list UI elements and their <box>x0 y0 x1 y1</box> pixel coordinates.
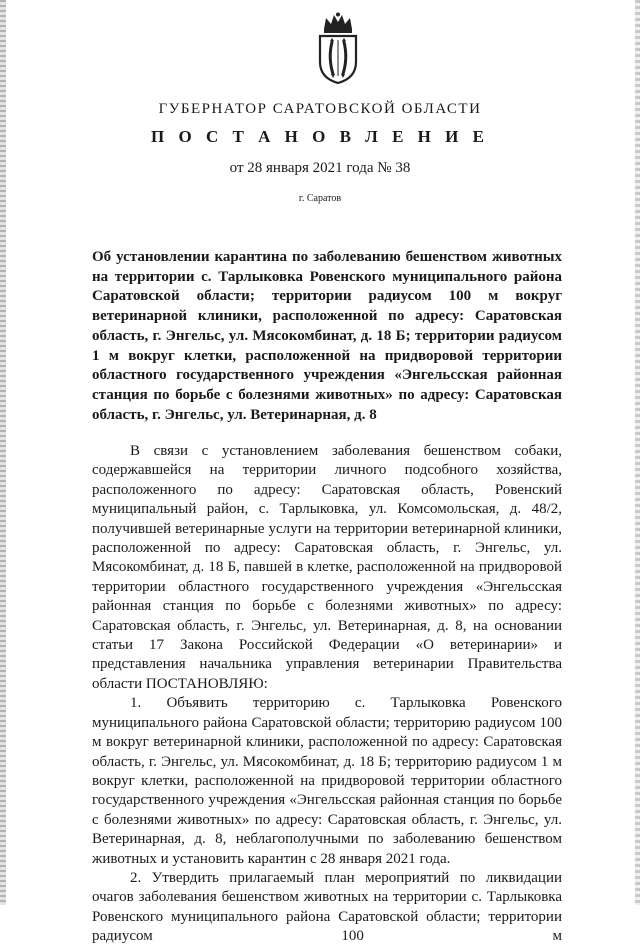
item-1-paragraph: 1. Объявить территорию с. Тарлыковка Ровенского муниципального района Саратовской области; территорию радиусом 100 м вокруг ветеринарной клиники, расположенной по адресу: Саратовская область, г. Энгельс, ул. Мясокомбинат, д. 18 Б; территорию радиусом 1 м вокруг клетки, расположенной на придворовой территории областного государственного учреждения «Энгельсская районная станция по борьбе с болезнями животных» по адресу: Саратовская область, г. Энгельс, ул. Ветеринарная, д. 8, неблагополучными по заболеванию бешенством животных и установить карантин с 28 января 2021 года. <box>92 695 562 867</box>
issue-city: г. Саратов <box>298 193 342 204</box>
decree-date-number: от 28 января 2021 года № 38 <box>229 160 411 176</box>
decree-body <box>92 442 562 947</box>
decree-title: Об установлении карантина по заболеванию бешенством животных на территории с. Тарлыковка Ровенского муниципального района Саратовской области; территории радиусом 100 м вокруг ветеринарной клиники, расположенной по адресу: Саратовская область, г. Энгельс, ул. Мясокомбинат, д. 18 Б; территории радиусом 1 м вокруг клетки, расположенной на придворовой территории областного государственного учреждения «Энгельсская районная станция по борьбе с болезнями животных» по адресу: Саратовская область, г. Энгельс, ул. Ветеринарная, д. 8 <box>92 249 562 423</box>
preamble-paragraph: В связи с установлением заболевания бешенством собаки, содержавшейся на территории личного подсобного хозяйства, расположенного по адресу: Саратовская область, Ровенский муниципальный район, с. Тарлыковка, ул. Комсомольская, д. 48/2, получившей ветеринарные услуги на территории ветеринарной клиники, расположенной по адресу: Саратовская область, г. Энгельс, ул. Мясокомбинат, д. 18 Б, павшей в клетке, расположенной на придворовой территории областного государственного учреждения «Энгельсская районная станция по борьбе с болезнями животных» по адресу: Саратовская область, г. Энгельс, ул. Ветеринарная, д. 8, на основании статьи 17 Закона Российской Федерации «О ветеринарии» и представления начальника управления ветеринарии Правительства области ПОСТАНОВЛЯЮ: <box>92 443 562 692</box>
item-2-paragraph: 2. Утвердить прилагаемый план мероприятий по ликвидации очагов заболевания бешенством животных на территории с. Тарлыковка Ровенского муниципального района Саратовской области; территории радиусом 100 м <box>92 869 562 945</box>
authority-heading: ГУБЕРНАТОР САРАТОВСКОЙ ОБЛАСТИ <box>158 101 482 117</box>
document-type: П О С Т А Н О В Л Е Н И Е <box>151 127 489 146</box>
saratov-coat-of-arms-icon <box>313 12 363 84</box>
